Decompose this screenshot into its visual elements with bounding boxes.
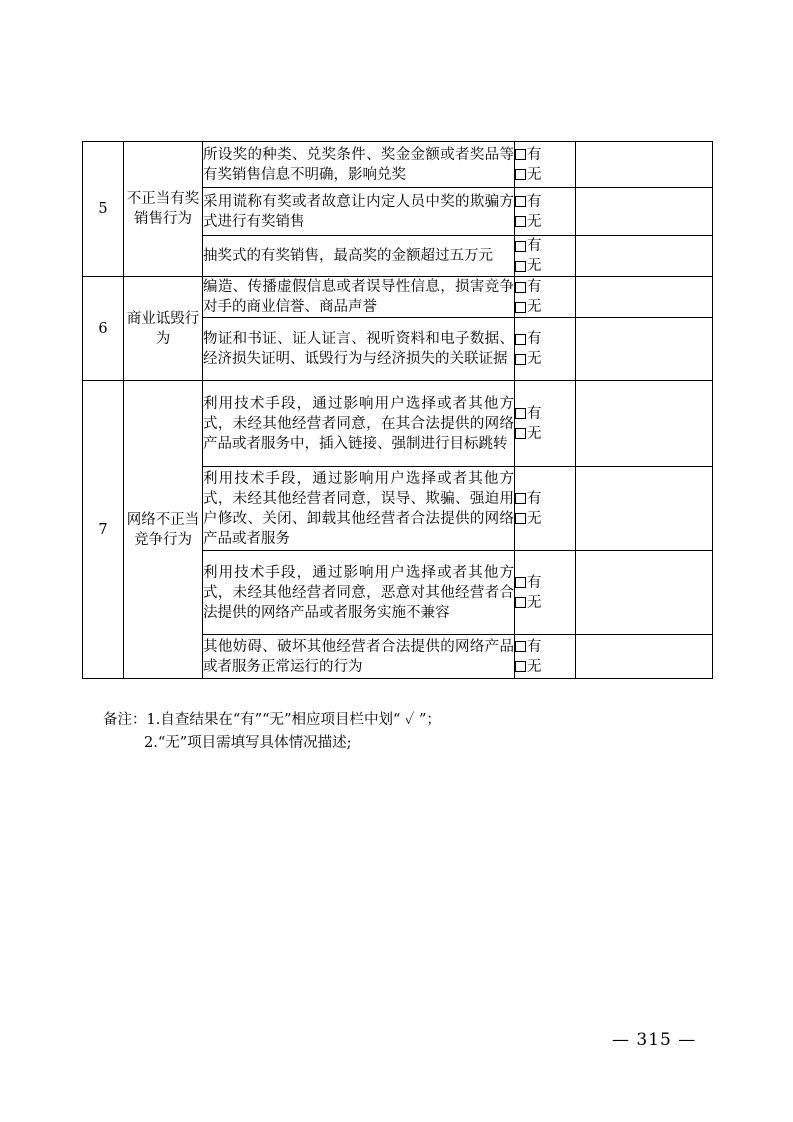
option-label: 有: [527, 638, 542, 655]
remark-cell[interactable]: [576, 277, 713, 318]
option-label: 无: [527, 658, 542, 675]
check-options: [515, 551, 576, 635]
checkbox-icon[interactable]: [515, 216, 526, 227]
table-row: [83, 277, 713, 318]
option-no[interactable]: [515, 593, 575, 613]
checkbox-icon[interactable]: [515, 641, 526, 652]
remark-cell[interactable]: [576, 551, 713, 635]
option-yes[interactable]: [515, 277, 575, 297]
option-no[interactable]: [515, 256, 575, 276]
checkbox-icon[interactable]: [515, 334, 526, 345]
checkbox-icon[interactable]: [515, 513, 526, 524]
row-number: 5: [83, 142, 124, 277]
option-label: 有: [527, 279, 542, 295]
option-no[interactable]: [515, 349, 575, 369]
checkbox-icon[interactable]: [515, 196, 526, 207]
checkbox-icon[interactable]: [515, 408, 526, 419]
remark-cell[interactable]: [576, 142, 713, 188]
option-yes[interactable]: [515, 404, 575, 424]
checkbox-icon[interactable]: [515, 241, 526, 252]
option-label: 有: [527, 193, 542, 210]
note-line-1: 备注：1.自查结果在“有”“无”相应项目栏中划“ ✓ ”；: [103, 712, 441, 728]
check-options: [515, 236, 576, 277]
checkbox-icon[interactable]: [515, 597, 526, 608]
item-description: 利用技术手段，通过影响用户选择或者其他方式，未经其他经营者同意，在其合法提供的网络产品或者服务中，插入链接、强制进行目标跳转: [203, 381, 515, 467]
item-description: 编造、传播虚假信息或者误导性信息，损害竞争对手的商业信誉、商品声誉: [203, 277, 515, 318]
checkbox-icon[interactable]: [515, 261, 526, 272]
item-description: 抽奖式的有奖销售，最高奖的金额超过五万元: [203, 236, 515, 277]
item-description: 利用技术手段，通过影响用户选择或者其他方式，未经其他经营者同意，恶意对其他经营者合法提供的网络产品或者服务实施不兼容: [203, 551, 515, 635]
item-description: 所设奖的种类、兑奖条件、奖金金额或者奖品等有奖销售信息不明确，影响兑奖: [203, 142, 515, 188]
item-description: 利用技术手段，通过影响用户选择或者其他方式，未经其他经营者同意，误导、欺骗、强迫用户修改、关闭、卸载其他经营者合法提供的网络产品或者服务: [203, 467, 515, 551]
option-label: 有: [527, 238, 542, 254]
option-label: 有: [527, 405, 542, 422]
option-label: 有: [527, 146, 542, 163]
checkbox-icon[interactable]: [515, 282, 526, 293]
table-row: [83, 381, 713, 467]
category-label: 网络不正当竞争行为: [124, 381, 203, 679]
check-options: [515, 635, 576, 679]
note-line-2: 2.“无”项目需填写具体情况描述;: [144, 735, 352, 751]
check-options: [515, 318, 576, 381]
checkbox-icon[interactable]: [515, 169, 526, 180]
check-options: [515, 467, 576, 551]
option-yes[interactable]: [515, 329, 575, 349]
check-options: [515, 277, 576, 318]
table-row: [83, 142, 713, 188]
option-label: 无: [527, 166, 542, 183]
option-label: 无: [527, 351, 542, 367]
checkbox-icon[interactable]: [515, 354, 526, 365]
check-options: [515, 142, 576, 188]
checkbox-icon[interactable]: [515, 428, 526, 439]
option-label: 无: [527, 258, 542, 274]
option-label: 无: [527, 299, 542, 315]
check-options: [515, 188, 576, 236]
item-description: 采用谎称有奖或者故意让内定人员中奖的欺骗方式进行有奖销售: [203, 188, 515, 236]
checkbox-icon[interactable]: [515, 577, 526, 588]
item-description: 其他妨碍、破坏其他经营者合法提供的网络产品或者服务正常运行的行为: [203, 635, 515, 679]
checkbox-icon[interactable]: [515, 493, 526, 504]
option-label: 有: [527, 490, 542, 507]
option-label: 有: [527, 331, 542, 347]
option-yes[interactable]: [515, 145, 575, 165]
remark-cell[interactable]: [576, 188, 713, 236]
checkbox-icon[interactable]: [515, 302, 526, 313]
option-yes[interactable]: [515, 489, 575, 509]
row-number: 6: [83, 277, 124, 381]
option-no[interactable]: [515, 424, 575, 444]
self-check-table: [82, 141, 713, 679]
item-description: 物证和书证、证人证言、视听资料和电子数据、经济损失证明、诋毁行为与经济损失的关联证据: [203, 318, 515, 381]
option-no[interactable]: [515, 657, 575, 677]
option-yes[interactable]: [515, 573, 575, 593]
option-yes[interactable]: [515, 192, 575, 212]
check-options: [515, 381, 576, 467]
remark-cell[interactable]: [576, 318, 713, 381]
page-number: — 315 —: [612, 1030, 697, 1050]
option-label: 有: [527, 574, 542, 591]
option-label: 无: [527, 425, 542, 442]
row-number: 7: [83, 381, 124, 679]
option-no[interactable]: [515, 509, 575, 529]
remark-cell[interactable]: [576, 467, 713, 551]
remark-cell[interactable]: [576, 635, 713, 679]
option-yes[interactable]: [515, 236, 575, 256]
option-label: 无: [527, 510, 542, 527]
option-label: 无: [527, 213, 542, 230]
option-no[interactable]: [515, 212, 575, 232]
option-label: 无: [527, 594, 542, 611]
remark-cell[interactable]: [576, 381, 713, 467]
remark-cell[interactable]: [576, 236, 713, 277]
category-label: 商业诋毁行为: [124, 277, 203, 381]
checkbox-icon[interactable]: [515, 149, 526, 160]
notes: [103, 709, 441, 755]
checkbox-icon[interactable]: [515, 661, 526, 672]
option-no[interactable]: [515, 165, 575, 185]
category-label: 不正当有奖销售行为: [124, 142, 203, 277]
option-yes[interactable]: [515, 637, 575, 657]
option-no[interactable]: [515, 297, 575, 317]
